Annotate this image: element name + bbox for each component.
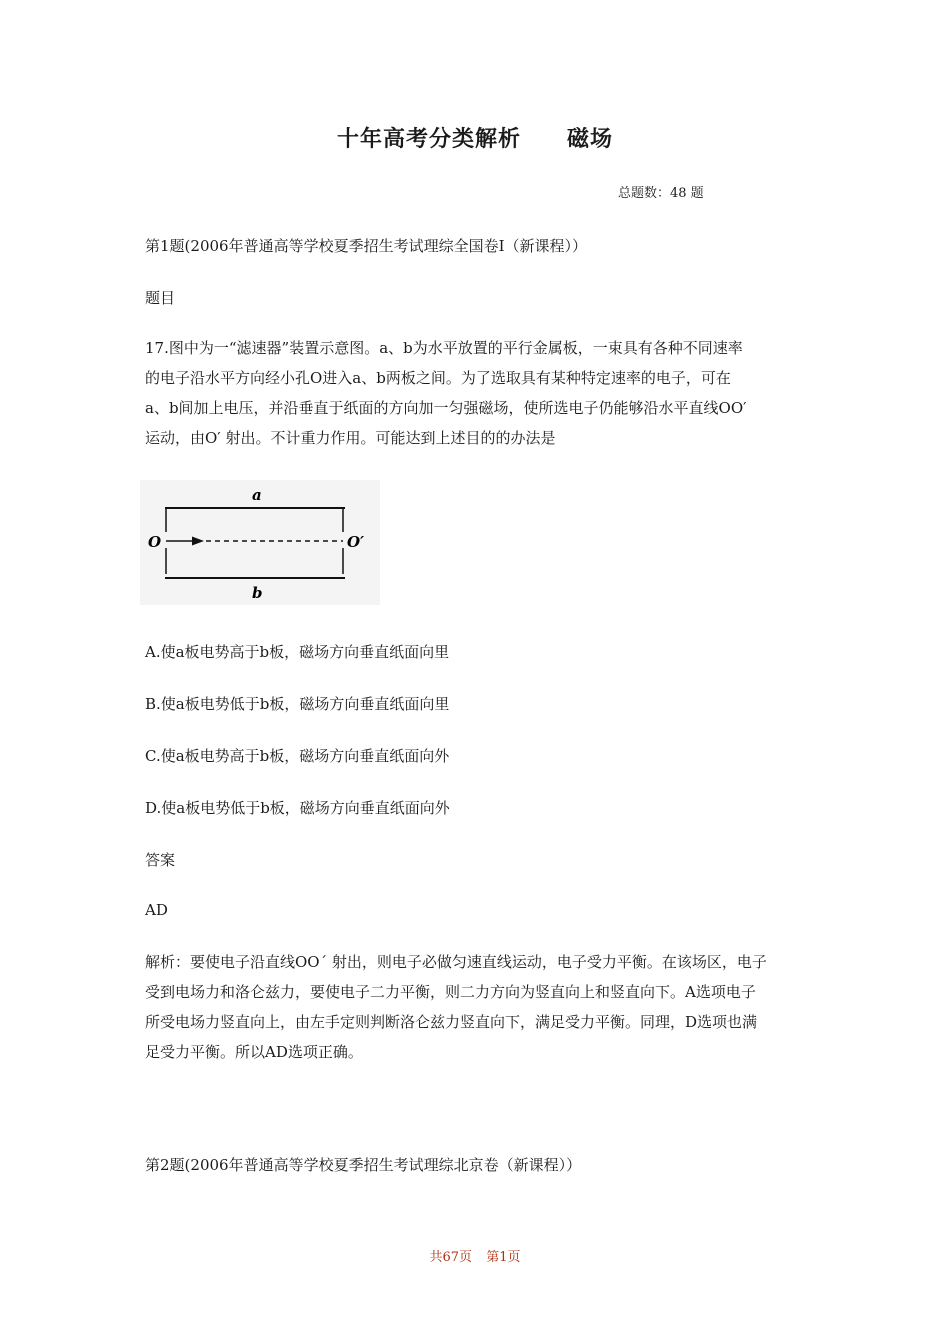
question-2-heading: 第2题(2006年普通高等学校夏季招生考试理综北京卷（新课程）） [145, 1156, 582, 1174]
velocity-filter-diagram [140, 480, 380, 605]
stem-line: 17.图中为一“滤速器”装置示意图。a、b为水平放置的平行金属板，一束具有各种不同速率 [145, 339, 743, 357]
answer-value: AD [145, 901, 168, 919]
option-c: C.使a板电势高于b板，磁场方向垂直纸面向外 [145, 747, 450, 765]
label-o-prime: O′ [347, 533, 365, 551]
page-footer [0, 1246, 950, 1265]
label-b: b [252, 584, 263, 602]
stem-line: a、b间加上电压，并沿垂直于纸面的方向加一匀强磁场，使所选电子仍能够沿水平直线OO′ [145, 399, 747, 417]
label-a: a [252, 486, 262, 504]
option-d: D.使a板电势低于b板，磁场方向垂直纸面向外 [145, 799, 450, 817]
question-1-stem [145, 333, 810, 453]
page-title: 十年高考分类解析 磁场 [336, 127, 613, 152]
total-pages: 共67页 [429, 1250, 473, 1265]
analysis [145, 947, 810, 1067]
label-o: O [148, 533, 162, 551]
analysis-line: 足受力平衡。所以AD选项正确。 [145, 1043, 363, 1061]
stem-line: 的电子沿水平方向经小孔O进入a、b两板之间。为了选取具有某种特定速率的电子，可在 [145, 369, 731, 387]
answer-label: 答案 [145, 851, 176, 869]
stem-line: 运动，由O′ 射出。不计重力作用。可能达到上述目的的办法是 [145, 429, 556, 447]
total-question-count: 总题数：48 题 [618, 186, 704, 201]
question-1-heading: 第1题(2006年普通高等学校夏季招生考试理综全国卷Ⅰ（新课程）） [145, 237, 587, 255]
analysis-line: 解析：要使电子沿直线OO´ 射出，则电子必做匀速直线运动，电子受力平衡。在该场区，电子 [145, 953, 767, 971]
analysis-line: 所受电场力竖直向上，由左手定则判断洛仑兹力竖直向下，满足受力平衡。同理，D选项也满 [145, 1013, 758, 1031]
option-b: B.使a板电势低于b板，磁场方向垂直纸面向里 [145, 695, 450, 713]
analysis-line: 受到电场力和洛仑兹力，要使电子二力平衡，则二力方向为竖直向上和竖直向下。A选项电子 [145, 983, 756, 1001]
current-page: 第1页 [486, 1250, 521, 1265]
question-label: 题目 [145, 289, 176, 307]
option-a: A.使a板电势高于b板，磁场方向垂直纸面向里 [145, 643, 450, 661]
